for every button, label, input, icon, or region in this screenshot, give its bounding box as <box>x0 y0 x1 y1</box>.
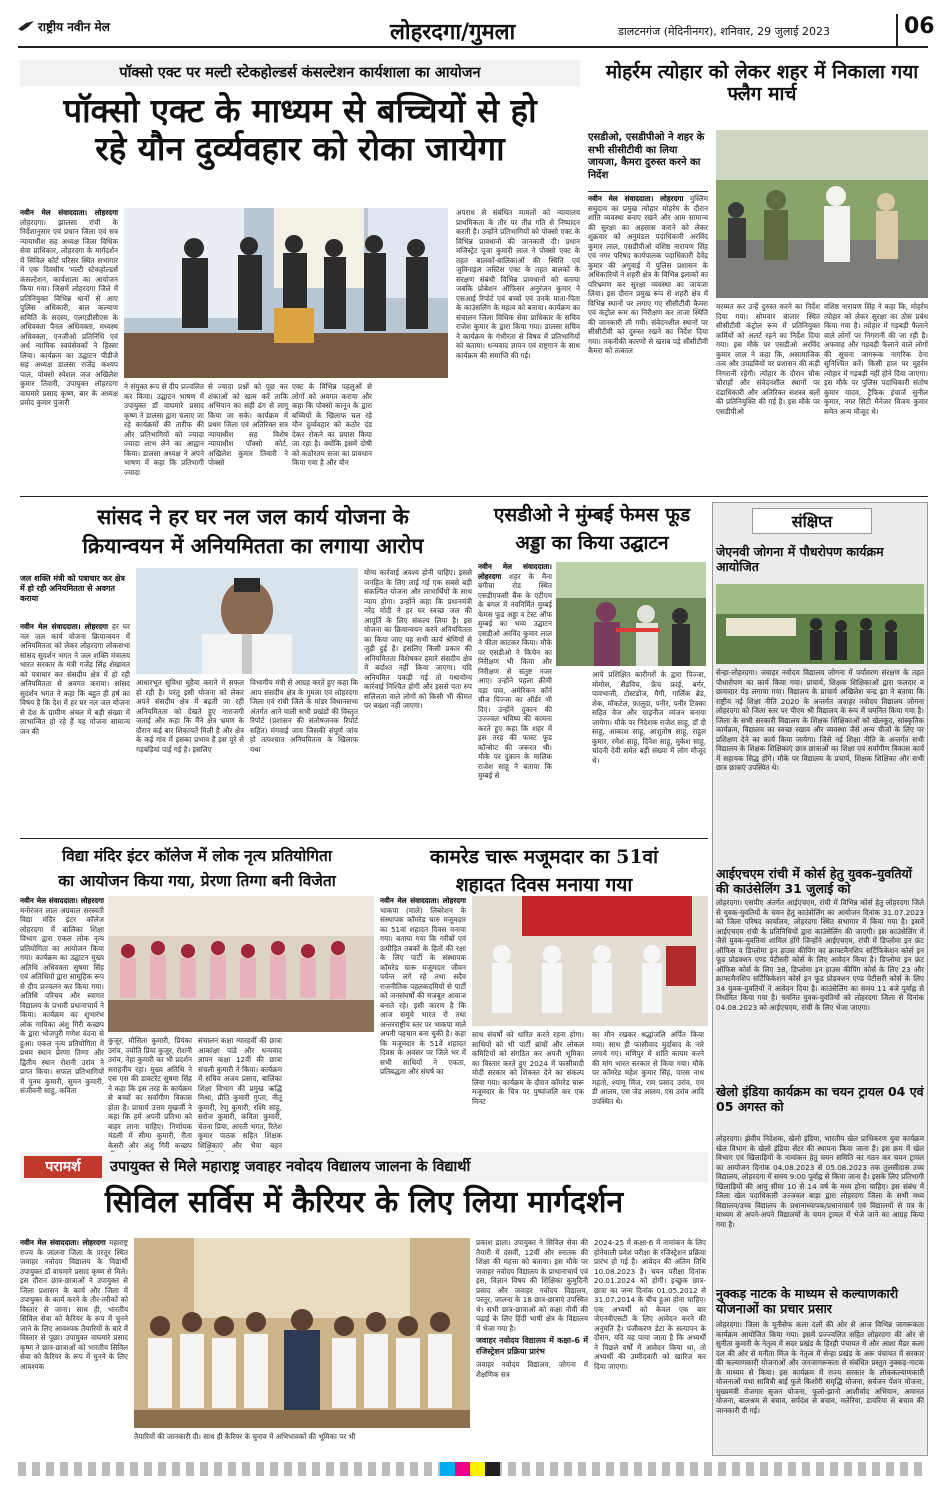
story5-headline-line2: का आयोजन किया गया, प्रेरणा तिग्गा बनी विजेता <box>58 870 336 890</box>
brand-name <box>18 18 110 35</box>
story6-headline <box>380 844 708 899</box>
story2-dateline: नवीन मेल संवाददाता। लोहरदगा <box>588 194 684 203</box>
section-divider <box>20 496 928 497</box>
story2-headline: मोहर्रम त्योहार को लेकर शहर में निकाला गया फ्लैग मार्च <box>605 61 919 105</box>
sankshipt-item1-body: सेन्हा-लोहरदगा। जवाहर नवोदय विद्यालय जोगना में पर्यावरण संरक्षण के तहत पौधारोपण का कार्य किया गया। प्राचार्य, शिक्षक शिक्षिकाओं द्वारा फलदार व छायादार पेड़ लगाया गया। विद्यालय के प्राचार्य अखिलेश चन्द्र झा ने बताया कि राष्ट्रीय नई शिक्षा नीति 2020 के अन्तर्गत जवाहर नवोदय विद्यालय जोगना लोहरदगा को जिला स्तर पर पीएम श्री विद्यालय के रूप में चयनित किया गया है। जिला के सभी सरकारी विद्यालय के शिक्षक शिक्षिकाओं को खेलकूद, सांस्कृतिक कार्यक्रम, विद्यालय का स्वच्छ रखाव और व्यवस्था जैसे अन्य चीजों के लिए पर प्रशिक्षण देने का कार्य किया जायेगा। जिसे नई शिक्षा नीति के अन्तर्गत सभी विद्यालय के शिक्षक शिक्षिकाएं छात्र छात्राओं का शिक्षा एवं सर्वांगीण विकास कार्य में सहायक सिद्ध होंगे। मौके पर विद्यालय के प्रचार्य, शिक्षक शिक्षिका और सभी छात्र छात्राएं उपस्थित थे। <box>716 668 924 772</box>
magenta-swatch <box>455 1462 470 1476</box>
story6-col1 <box>380 896 466 1136</box>
story7-label: परामर्श <box>24 1156 102 1178</box>
story3-headline-line2: क्रियान्वयन में अनियमितता का लगाया आरोप <box>82 533 424 559</box>
story3-mp-photo <box>136 568 358 674</box>
story5-col1-text: मनोरंजन लाल अग्रवाल सरस्वती विद्या मंदिर इंटर कॉलेज लोहरदगा में बालिका शिक्षा विभाग द्वारा एकल लोक नृत्य प्रतियोगिता का आयोजन किया गया। कार्यक्रम का उद्घाटन मुख्य अतिथि अधिवक्ता सुषमा सिंह एवं अतिथियों द्वारा सामूहिक रूप से दीप प्रज्वलन कर किया गया। अतिथि परिचय और स्वागत विद्यालय के प्रभारी प्रधानाचार्य ने किया। कार्यक्रम का शुभारंभ लोक गायिका अंशु गिरी कच्छप के द्वारा भोजपुरी गणेश वंदना से हुआ। एकल नृत्य प्रतियोगिता में प्रथम स्थान प्रेरणा तिग्गा और द्वितीय स्थान रोशनी उरांव ने प्राप्त किया। सफल प्रतिभागियों में पुनम कुमारी, सुमन कुमारी, संजीवनी साहु, कविता <box>20 905 104 1095</box>
story5-col2: कुजूर, मौसिता कुमारी, प्रियंका उरांव, ज्योति प्रिया कुजूर, रोशनी उरांव, नेहा कुमारी का भी प्रदर्शन सराहनीय रहा। मुख्य अतिथि ने एस एस की डाक्टरेट सुषमा सिंह ने कहा कि इस तरह के कार्यक्रम से बच्चों का सर्वांगीण विकास होता है। प्राचार्य उत्तम मुखर्जी ने कहा कि हमें अपनी प्रतिभा को बाहर लाना चाहिए। निर्णायक मंडली में सीमा कुमारी, रीता केसरी और अंशु गिरी कच्छप <box>108 1036 192 1150</box>
story5-dateline: नवीन मेल संवाददाता। लोहरदगा <box>20 896 104 905</box>
story2-highlight: एसडीओ, एसडीपीओ ने शहर के सभी सीसीटीवी का लिया जायजा, कैमरा दुरुस्त करने का निर्देश <box>588 132 708 192</box>
story1-headline-line1: पॉक्सो एक्ट के माध्यम से बच्चियों से हो <box>63 91 537 130</box>
story5-headline <box>20 844 374 894</box>
story6-photo <box>472 896 708 1026</box>
story1-col1-text: लोहरदगा। झालसा रांची के निर्देशानुसार एवं प्रधान जिला एवं सत्र न्यायाधीश सह अध्यक्ष जिला विधिक सेवा प्राधिकार, लोहरदगा के मार्गदर्शन में सिविल कोर्ट परिसर स्थित सभागार में एक दिवसीय 'मल्टी स्टेकहोल्डर्स कंसल्टेशन, कार्यशाला का आयोजन किया गया। जिसमें लोहरदगा जिले में प्रतिनियुक्त विभिन्न थानों से आए पुलिस अधिकारी, बाल कल्याण समिति के सदस्य, एलएडीसीएस के अधिवक्ता पैनल अधिवक्ता, मध्यस्थ अधिवक्ता, एनजीओ प्रतिनिधि एवं अर्ध न्यायिक स्वयंसेवकों ने हिस्सा लिया। कार्यक्रम का उद्घाटन पीडीजे सह अध्यक्ष डालसा राजेंद्र कश्यप पाल, पोक्सो स्पेशल जज अखिलेश कुमार तिवारी, उपायुक्त लोहरदगा वाघमारे प्रसाद कृष्ण, बार के अध्यक्ष प्रमोद कुमार पुजारी <box>20 217 118 407</box>
story7-photo <box>134 1238 470 1428</box>
story7-headline: सिविल सर्विस में कैरियर के लिए लिया मार्गदर्शन <box>104 1185 624 1220</box>
story7-col3-subhead: जवाहर नवोदय विद्यालय में कक्षा-6 में रजिस्ट्रेशन प्रक्रिया प्रारंभ <box>476 1336 588 1356</box>
story2-col1-text: मुस्लिम समुदाय का प्रमुख त्योहार मोहर्रम के दौरान शांति व्यवस्था बनाए रखने और आम सामान्य की सुरक्षा का अहसास कराने को लेकर शुक्रवार को अनुमंडल पदाधिकारी अरविंद कुमार लाल, एसडीपीओ वशिष्ठ नारायण सिंह एवं नगर परिषद कार्यपालक पदाधिकारी देवेंद्र कुमार की अगुवाई में पुलिस प्रशासन के अधिकारियों ने शहरी क्षेत्र के विभिन्न इलाकों का परिभ्रमण कर सुरक्षा व्यवस्था का जायजा लिया। इस दौरान प्रमुख रूप से शहरी क्षेत्र में विभिन्न स्थानों पर लगाए गए सीसीटीवी कैमरा एवं कंट्रोल रूम का निरीक्षण कर ताजा स्थिति की जानकारी ली गयी। संवेदनशील स्थानों पर सीसीटीवी को दुरुस्त रखने का निर्देश दिया गया। तकनीकी कारणों से खराब पड़े सीसीटीवी कैमरा को तत्काल <box>588 194 709 355</box>
story1-kicker: पॉक्सो एक्ट पर मल्टी स्टेकहोल्डर्स कंसल्टेशन कार्यशाला का आयोजन <box>20 60 580 86</box>
story3-col1 <box>20 622 130 834</box>
sankshipt-item3-body: लोहरदगा। झेवीय निदेशक, खेलो इंडिया, भारतीय खेल प्राधिकरण युवा कार्यक्रम खेल विभाग के खेलो इंडिया सेंटर की स्थापना किया जाना है। इस क्रम में खेल विभाग एवं खिलाड़ियों के नामांकन हेतु चयन समिति का गठन कर चयन ट्रायल का आयोजन दिनांक 04.08.2023 से 05.08.2023 तक तुलसीदास उच्च विद्यालय, लोहरदगा में समय 9:00 पूर्वाह्न से किया जाना है। इसके लिए प्रतिभागी खिलाड़ियों की आयु सीमा 10 से 14 वर्ष के मध्य होना चाहिए। इस संबंध में जिला खेल पदाधिकारी उज्जवल बाड़ा द्वारा लोहरदगा जिला के सभी मध्य विद्यालय/उच्च विद्यालय के प्रधानाध्यापक/प्रधानाचार्य एवं विद्यालयों से पत्र के माध्यम से अपने-अपने विद्यालयों के चयन ट्रायल में भेजे जाने का आग्रह किया गया है। <box>716 1134 924 1229</box>
story5-photo <box>108 896 374 1032</box>
story1-col1 <box>20 208 118 492</box>
story3-dateline: नवीन मेल संवाददाता। लोहरदगा <box>20 622 108 631</box>
story5-headline-line1: विद्या मंदिर इंटर कॉलेज में लोक नृत्य प्रतियोगिता <box>62 846 332 865</box>
story1-col2: ने संयुक्त रूप से दीप प्रज्वलित कर किया। उद्घाटन भाषण में उपायुक्त डॉ वाघमारे प्रसाद कृष्ण ने डालसा द्वारा चलाए जा रहे कार्यक्रमों की तारीफ की और प्रतिभागियों को ज्यादा ज्यादा लाभ लेने का आह्वान किया। डालसा अध्यक्ष ने अपने भाषण में कहा कि प्रतिभागी ज्यादा <box>124 382 204 477</box>
section-divider <box>20 838 708 839</box>
sankshipt-item3-head: खेलो इंडिया कार्यक्रम का चयन ट्रायल 04 एवं 05 अगस्त को <box>716 1084 924 1114</box>
brand-text: राष्ट्रीय नवीन मेल <box>38 20 110 34</box>
story4-col2: आये प्रशिक्षित कारीगरों के द्वारा पिज्जा, मोमोस, सैंडविच, फ्रेंच फ्राई, बर्गर, पावभाजी, टोस्टडोज, मैगी, गार्लिक ब्रेड, शेक, मॉकटेल, फ़ालूदा, पनीर, पनीर टिक्का सहित वेज और चाइनीज व्यंजन बनाया जायेगा। मौके पर निदेशक राजेश साहू, डॉ दी साहू, आकाश साहू, आशुतोष साहू, राहुल कुमार, रमेश साहू, दिनेश साहू, मुकेश साहू, चांदनी देवी समेत बड़ी संख्या में लोग मौजूद थे। <box>592 670 706 765</box>
story2-col3: वशिष्ठ नारायण सिंह ने कहा कि, मोहर्रम त्योहार को लेकर सुरक्षा का ठोस प्रबंध किया गया है। त्योहार में गड़बड़ी फैलाने वाले लोगों पर निगरानी की जा रही है। अफवाह और गड़बड़ी फैलाने वाले लोगों की सूचना जागरूक नागरिक देना सुनिश्चित करें। किसी हाल पर मुहर्रम त्योहार में गड़बड़ी नहीं होने दिया जाएगा। इस मौके पर पुलिस पदाधिकारी संतोष कुमार यादव, ट्रैफिक इंचार्ज सुनील कुमार, नगर सिटी मैनेजर विजय कुमार समेत अन्य मौजूद थे। <box>824 302 928 416</box>
story3-headline-line1: सांसद ने हर घर नल जल कार्य योजना के <box>97 504 409 529</box>
story4-headline: एसडीओ ने मुंम्बई फेमस फूड अड्डा का किया उद्घाटन <box>493 504 691 554</box>
story4-dateline: नवीन मेल संवाददाता। लोहरदगा <box>478 562 552 581</box>
story7-col4: 2024-25 में कक्षा-6 में नामांकन के लिए होनेवाली प्रवेश परीक्षा के रजिस्ट्रेशन प्रक्रिया प्रारंभ हो गई है। आवेदन की अंतिम तिथि 10.08.2023 है। चयन परीक्षा दिनांक 20.01.2024 को होगी। इच्छुक छात्र-छात्रा का जन्म दिनांक 01.05.2012 से 31.07.2014 के बीच हुआ होना चाहिए। एक अभ्यर्थी को केवल एक बार जेएनवीएसटी के लिए आवेदन करने की अनुमति है। पंजीकरण डेटा के सत्यापन के दौरान, यदि यह पाया जाता है कि अभ्यर्थी ने पिछले वर्षों में आवेदन किया था, तो अभ्यर्थी की उम्मीदवारी को खारिज कर दिया जाएगा। <box>594 1238 706 1371</box>
bird-logo-icon <box>18 20 34 30</box>
story7-dateline: नवीन मेल संवाददाता। लोहरदगा <box>20 1238 106 1247</box>
cyan-swatch <box>440 1462 455 1476</box>
story3-col3: विभागीय मंत्री से आग्रह करते हुए कहा कि आप संसदीय क्षेत्र के गुमला एवं लोहरदगा जिला एवं रांची जिले के मांडर विधानसभा अंतर्गत आने वाली सभी प्रखंडों की विस्तृत रिपोर्ट (प्रशासन की संतोषजनक रिपोर्ट सहित) मंगवाई जाय जिसकी संपूर्ण जांच हो तत्पश्चात अनियमितता के खिलाफ यथा <box>250 678 358 754</box>
black-swatch <box>485 1462 500 1476</box>
story7-col3-text: प्रकाश डाला। उपायुक्त ने सिविल सेवा की तैयारी में दसवीं, 12वीं और स्नातक की शिक्षा की महत्ता को बताया। इस मौके पर जवाहर नवोदय विद्यालय के प्राधानाचार्य एवं इस, विज्ञान विषय की शिक्षिका कुमुदिनी प्रसाद और जवाहर नवोदय विद्यालय, परतूर, जालना के 18 छात्र-छात्राएं उपस्थित थे। सभी छात्र-छात्राओं को कक्षा नौवीं की पढ़ाई के लिए हिंदी भाषी क्षेत्र के विद्यालय में भेजा गया है। <box>476 1238 588 1333</box>
story3-caption: जल शक्ति मंत्री को पत्राचार कर क्षेत्र में हो रही अनियमितता से अवगत कराया <box>20 574 125 603</box>
story2-photo <box>716 130 928 298</box>
yellow-swatch <box>470 1462 485 1476</box>
story2-col1 <box>588 194 708 488</box>
story6-dateline: नवीन मेल संवाददाता। लोहरदगा <box>380 896 466 905</box>
story2-col2: मरम्मत कर उन्हें दुरुस्त करने का निर्देश दिया गया। सोमवार बाजार स्थित सीसीटीवी कंट्रोल रूम में प्रतिनियुक्त कर्मियों को अलर्ट रहने का निर्देश दिया गया। इस मौके पर एसडीओ अरविंद कुमार लाल ने कहा कि, असामाजिक तत्व और उपद्रवियों पर प्रशासन की कड़ी निगरानी रहेगी। त्योहार के दौरान चौक चौराहों और संवेदनशील स्थानों पर दंडाधिकारी और अतिरिक्त सशस्त्र बलों की प्रतिनियुक्ति की गई है। इस मौके पर एसडीपीओ <box>716 302 820 416</box>
sankshipt-item1-head: जेएनवी जोगना में पौधरोपण कार्यक्रम आयोजित <box>716 544 884 574</box>
masthead <box>18 14 935 48</box>
story4-col1-text: शहर के मैना बगीचा रोड स्थित एसडीएफसी बैंक के एटीएम के बगल में नवनिर्मित मुम्बई फेमस फूड अड्डा व टेस्ट ऑफ मुम्बई का भव्य उद्घाटन एसडीओ अरविंद कुमार लाल ने फीता काटकर किया। मौके पर एसडीओ ने किचेन का निरीक्षण भी किया और निरीक्षण से संतुष्ट नजर आए। उन्होंने पहला क्रीमी वड़ा पाव, अमेरिकन कॉर्न चीज पिज्जा का ऑर्डर भी दिए। उन्होंने दुकान की उज्ज्वल भविष्य की कामना करते हुए कहा कि शहर में इस तरह की फास्ट फूड कॉन्सेप्ट की जरूरत थी। मौके पर दुकान के मालिक राजेश साहू ने बताया कि मुम्बई से <box>478 571 552 780</box>
story5-col3: संचालन कक्षा ग्यारहवीं की छात्रा आकांक्षा पांडे और धन्यवाद ज्ञापन कक्षा 12वीं की छात्रा संचली कुमारी ने किया। कार्यक्रम में सचिव अजय प्रसाद, बालिका शिक्षा विभाग की प्रमुख ऋद्धि मिश्रा, प्रीति कुमारी गुप्ता, नीतू कुमारी, रेणु कुमारी, रश्मि साहू, सरोज कुमारी, कविता कुमारी, चेतना प्रिया, आरती भगत, रितेश कुमार पाठक सहित शिक्षक शिक्षिकाएं और भैया बहन <box>198 1036 282 1150</box>
story3-col2: आधारभूत सुविधा मुहैया कराने में सफल हो रही है। परंतु इसी योजना को लेकर अपने संसदीय क्षेत्र में बढ़ती जा रही अनियमितता को देखते हुए नाराजगी जताई और कहा कि मैंने क्षेत्र भ्रमण के दौरान कई बार शिकायतें मिली है और क्षेत्र के कई गांव में इसका प्रभाव है इस पूरे से गड़बड़ियां पाई गई है। इसलिए <box>136 678 244 754</box>
story1-col3: से ज्यादा प्रश्नों को पूछ कर शंकाओं को खत्म करें ताकि अभियान का सही ढंग से लागू किया जा सके। कार्यक्रम में प्रथम जिला एवं अतिरिक्त सत्र न्यायाधीश सह विशेष न्यायाधीश पॉक्सो कोर्ट, अखिलेश कुमार तिवारी ने पोक्सो <box>208 382 288 467</box>
story6-col1-text: भाकपा (माले) लिबरेशन के संस्थापक कॉमरेड चारु मजूमदार का 51वां शहादत दिवस मनाया गया। बताया गया कि गरीबों एवं उत्पीड़ित तबकों के हितों की रक्षा के लिए पार्टी के संस्थापक कॉमरेड चारू मजूमदार जीवन पर्यन्त लगे रहे तथा सदैव राजनीतिक पहलकदमियों से पार्टी को जनसंघर्षों की मजबूत आवाज बनाते रहे। इसी कारण है कि आज समूचे भारत रो तथा अन्तरराष्ट्रीय स्तर पर भाकपा माले अपनी पहचान बना चुकी है। कहा कि मजूमदार के 51वें शहादत दिवस के अवसर पर जिले भर में सभी साथियों ने एकता, प्रतिबद्धता और संघर्ष का <box>380 905 466 1076</box>
page-number: 06 <box>896 14 935 46</box>
story1-dateline: नवीन मेल संवाददाता। लोहरदगा <box>20 208 118 217</box>
story3-col1-text: हर घर नल जल कार्य योजना क्रियान्वयन में अनियमितता को लेकर लोहरदगा लोकसभा सांसद सुदर्शन भगत ने जल शक्ति मंत्रालय भारत सरकार के मंत्री गजेंद्र सिंह शेखावत को पत्राचार कर संसदीय क्षेत्र में हो रही अनियमितता से अवगत कराया। सांसद सुदर्शन भगत ने कहा कि बहुत ही हर्ष का विषय है कि देश में हर घर नल जल योजना से देश के ग्रामीण अंचल में बड़ी संख्या में लाभान्वित हो रहे हैं यह योजना सामान्य जन की <box>20 622 130 736</box>
story7-kicker: उपायुक्त से मिले महाराष्ट्र जवाहर नवोदय विद्यालय जालना के विद्यार्थी <box>110 1159 471 1175</box>
story5-col1 <box>20 896 104 1136</box>
story4-col1 <box>478 562 552 834</box>
sankshipt-item1-photo <box>716 584 924 664</box>
story7-col1-text: महाराष्ट्र राज्य के जालना जिला के परतूर स्थित जवाहर नवोदय विद्यालय के विद्यार्थी उपायुक्त डॉ वाघमारे प्रसाद कृष्ण से मिले। इस दौरान छात्र-छात्राओं ने उपायुक्त से जिला प्रशासन के कार्य और जिला में उपायुक्त के कार्य करने के तौर-तरीकों को विस्तार से जाना। साथ ही, भारतीय सिविल सेवा को कैरियर के रूप में चुनने जाने के लिए आवश्यक तैयारियों के बारे में विस्तार से पूछा। उपायुक्त वाघमारे प्रसाद कृष्ण ने छात्र-छात्राओं को भारतीय सिविल सेवा को कैरियर के रूप में चुनने के लिए आवश्यक <box>20 1238 128 1371</box>
story7-col3 <box>476 1238 588 1450</box>
story3-headline <box>20 502 486 561</box>
story7-col1 <box>20 1238 128 1450</box>
story1-col5: अपराध से संबंधित मामलों को न्यायालय प्राथमिकता के तौर पर तीव्र गति से निष्पादन करती है। उन्होंने प्रतिभागियों को पोक्सो एक्ट के विभिन्न प्रावधानों की जानकारी दी। प्रधान मजिस्ट्रेट पूजा कुमारी लाल ने पोक्सो एक्ट के तहत बालकों-बालिकाओं की स्थिति एवं जुविनाइल जस्टिस एक्ट के तहत बालकों के संरक्षण संबंधी विभिन्न प्रावधानों को बताया जबकि प्रोबेशन ऑफिसर अनुरंजन कुमार ने एसआई रिपोर्ट एवं बच्चों एवं उनके माता-पिता के काउंसलिंग के महत्व को बताया। कार्यक्रम का संचालन जिला विधिक सेवा प्राधिकार के सचिव राजेश कुमार के द्वारा किया गया। डालसा सचिव ने कार्यक्रम के गंभीरता से विषय में प्रतिभागियों को बताया। धन्यवाद ज्ञापन एवं राष्ट्रगान के साथ कार्यक्रम की समाप्ति की गई। <box>456 208 580 360</box>
sankshipt-item2-head: आईएचएम रांची में कोर्स हेतु युवक-युवतियों की काउंसेलिंग 31 जुलाई को <box>716 866 912 896</box>
story7-col3-tail: जवाहर नवोदय विद्यालय, जोगना में शैक्षणिक सत्र <box>476 1360 588 1379</box>
story1-photo <box>124 208 448 378</box>
story3-col4: योग्य कार्रवाई अवश्य होनी चाहिए। इससे जनहित के लिए लाई गई एक सबसे बड़ी संकल्पित योजना और लाभार्थियों के साथ न्याय होगा। उन्होंने कहा कि प्रधानमंत्री नरेंद्र मोदी ने हर घर स्वच्छ जल की आपूर्ति के लिए संकल्प लिया है। इस योजना का क्रियान्वयन करने अनियमितता का किया जाए यह सभी कार्य श्रेणियों से जुड़ी हुई है। इसलिए किसी प्रकार की अनियमितता विशेषकर हमारे संसदीय क्षेत्र में बर्दाश्त नहीं किया जाएगा। यदि अनियमित पकड़ी गई तो यथायोग्य कार्रवाई निश्चित होगी और इससे पता रुप सलिलता वाले लोगों को किसी भी कीमत पर बख्शा नहीं जाएगा। <box>364 568 472 710</box>
sankshipt-title: संक्षिप्त <box>752 508 872 534</box>
story7-col2-bottom: तैयारियों की जानकारी दी। साथ ही कैरियर के चुनाव में अभिभावकों की भूमिका पर भी <box>134 1432 356 1441</box>
story6-col3: का मौन रखकर श्रद्धांजलि अर्पित किया गया। साथ ही फासीवाद मुर्दाबाद के नारे लगाये गए। मणिपुर में शांति कायम करने की मांग भारत सरकार से किया गया। मौके पर कॉमरेड महेश कुमार सिंह, पारस नाथ महतो, श्यामू मिंज, राम प्रसाद उरांव, एम डी आलम, एस जेड आलम, एस उरांव आदि उपस्थित थे। <box>592 1030 704 1106</box>
story1-headline <box>20 92 580 168</box>
sankshipt-item4-body: लोहरदगा। जिला के यूनीसेफ कला दलों की ओर से आज विभिन्न जागरूकता कार्यक्रम आयोजित किया गया। इसमें प्रज्ज्वलित सहित लोहरदगा की ओर से सुनीता कुमारी के नेतृत्व में सदर प्रखंड के हिरही पंचायत में और आशा मैडर कला दल की ओर से मनीता मिंज के नेतृत्व में सेन्हा प्रखंड के अरू पंचायत में सरकार की कल्याणकारी योजनाओं और जनजागरूकता से संबंधित प्रस्तुत नुक्कड़-नाटक के माध्यम से किया। इस कार्यक्रम में राज्य सरकार के लोककल्याणकारी योजनाओं यथा सावित्री बाई फुले किशोरी समृद्धि योजना, सर्वजन पेंशन योजना, मुख्यमंत्री रोजगार सृजन योजना, फूलो-झानो आशीर्वाद अभियान, अमानत योजना, बालश्रम से बचाव, सर्पदंश से बचाव, मलेरिया, डायरिया से बचाव की जानकारी दी गई। <box>716 1320 924 1415</box>
story6-col2: साथ संघर्षों को धारित करते रहना होगा। साथियों को भी पार्टी ब्रांचों और लोकल कमिटियों को संगठित कर अपनी भूमिका का विस्तार करते हुए 2024 में फासीवादी मोदी सरकार को शिकस्त देने का संकल्प लिया गया। कार्यक्रम के दौरान कॉमरेड चारू मजूमदार के चित्र पर पुष्पांजलि कर एक मिनट <box>472 1030 584 1106</box>
page-section-title: लोहरदगा/गुमला <box>390 19 516 45</box>
sankshipt-item2-body: लोहरदगा। एसपीए अंतर्गत आईएचएम, रांची में विभिन्न कोर्स हेतु लोहरदगा जिले से युवक-युवतियों के चयन हेतु काउंसेलिंग का आयोजन दिनांक 31.07.2023 को जिला परिषद कार्यालय, लोहरदगा स्थित सभागार में किया गया है। इसमें आईएचएम रांची के प्रतिनिधियों द्वारा काउंसेलिंग की जाएगी। इस काउंसेलिंग में जैसे युवक-युवतियां शामिल होंगे जिन्होंने आईएचएम, रांची में डिप्लोमा इन फ्रंट ऑफिस व डिप्लोमा इन हाउस कीपिंग का क्राफ्टमैनशिप सर्टिफिकेशन कोर्स इन फूड प्रोडक्शन एण्ड पेटीसरी कोर्स के लिए आवेदन किया है। डिप्लोमा इन फ्रंट ऑफिस कोर्स के लिए 38, डिप्लोमा इन हाउस कीपिंग कोर्स के लिए 23 और क्राफ्टमैनशिप सर्टिफिकेशन कोर्स इन फूड प्रोडक्शन एण्ड पेटीसरी कोर्स के लिए 34 युवक-युवतियों ने आवेदन दिया है। काउंसेलिंग का समय 11 बजे पूर्वाह्न से निर्धारित किया गया है। चयनित युवक-युवतियों को लोहरदगा जिला से दिनांक 04.08.2023 को आईएचएम, रांची के लिए भेजा जाएगा। <box>716 898 924 1012</box>
story1-headline-line2: रहे यौन दुर्व्यवहार को रोका जायेगा <box>95 128 505 168</box>
sankshipt-item4-head: नुक्कड़ नाटक के माध्यम से कल्याणकारी योजनाओं का प्रचार प्रसार <box>716 1286 899 1316</box>
story6-headline-line1: कामरेड चारू मजूमदार का 51वां <box>429 846 659 868</box>
cmyk-color-bar <box>440 1462 500 1476</box>
issue-dateline: डालटनगंज (मेदिनीनगर), शनिवार, 29 जुलाई 2023 <box>618 25 831 38</box>
story6-headline-line2: शहादत दिवस मनाया गया <box>455 873 633 896</box>
story1-col4: एक्ट के विभिन्न पहलुओं से लोगों को अवगत कराया और कहा कि पोक्सो कानून के द्वारा बच्चियों के खिलाफ चल रहे यौन दुर्व्यवहार को कठोर दंड देकर रोकने का प्रयास किया जा रहा है। क्योंकि इसमें दोषी को कठोरतम सजा का प्रावधान किया गया है और यौन <box>292 382 372 467</box>
story4-photo <box>556 562 706 666</box>
